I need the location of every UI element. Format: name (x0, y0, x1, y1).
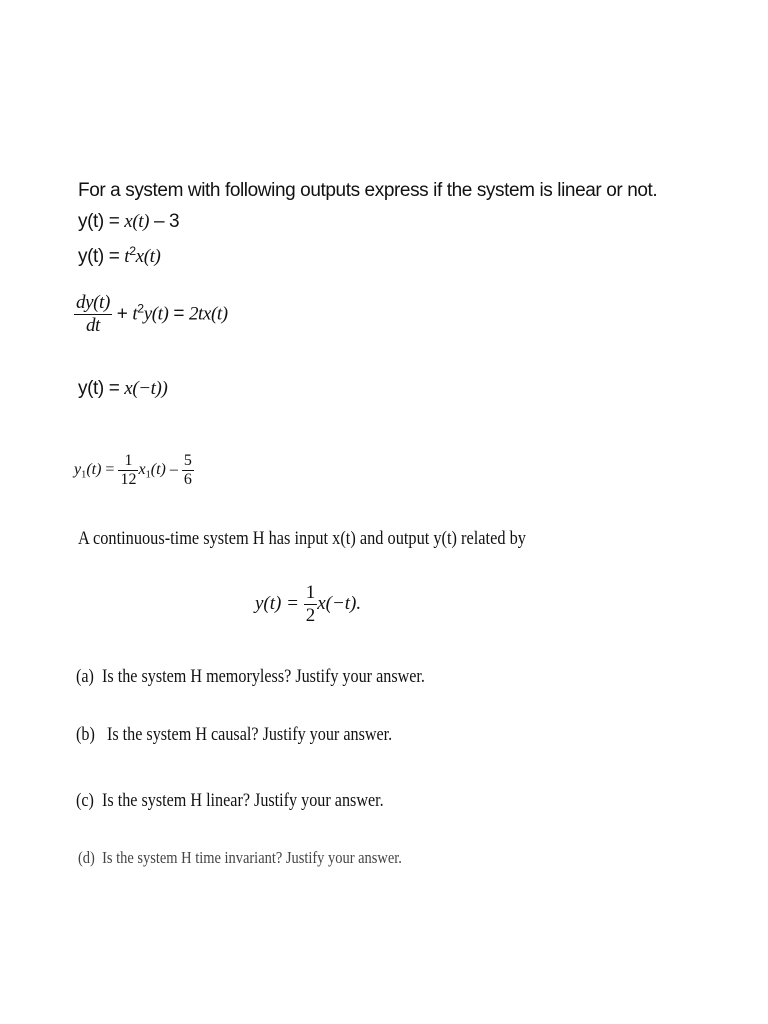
problem-equation (255, 582, 361, 627)
eq5-minus: – (165, 461, 182, 479)
question-d-label: (d) (78, 848, 95, 867)
question-a-text: Is the system H memoryless? Justify your answer. (102, 666, 425, 687)
eq3-equals: = (168, 303, 189, 325)
eq2-exponent: 2 (129, 244, 136, 259)
eq3-fraction (74, 292, 112, 337)
eq5-y: y (74, 461, 82, 479)
eq5-den-2: 6 (183, 471, 192, 488)
equation-2 (78, 246, 160, 268)
eq2-t: t (124, 246, 130, 267)
eq1-lhs: y(t) = (78, 211, 125, 232)
problem-statement: A continuous-time system H has input x(t) and output y(t) related by (78, 528, 526, 549)
eq3-denominator: dt (85, 315, 100, 336)
eq3-rhs: 2tx(t) (188, 303, 228, 325)
eq5-equals: = (101, 461, 119, 479)
problem-eq-den: 2 (305, 605, 316, 626)
problem-eq-lhs: y(t) = (255, 592, 304, 614)
question-b-label: (b) (76, 724, 95, 745)
eq2-rhs-var: x(t) (135, 246, 161, 267)
eq3-yt: y(t) (143, 303, 169, 325)
eq5-fraction-2 (182, 452, 194, 489)
problem-eq-num: 1 (305, 582, 316, 603)
eq5-sub-2: 1 (145, 469, 151, 481)
equation-1 (78, 211, 179, 233)
question-c-label: (c) (76, 790, 94, 811)
question-b-text: Is the system H causal? Justify your answer. (106, 724, 393, 745)
equation-3 (74, 292, 228, 337)
eq1-rhs-var: x(t) (124, 211, 150, 232)
eq5-num-2: 5 (183, 452, 192, 469)
eq3-plus: + (111, 303, 133, 325)
eq5-arg: (t) (86, 461, 102, 479)
equation-4 (78, 378, 167, 400)
question-d-text: Is the system H time invariant? Justify your answer. (102, 848, 402, 867)
equation-5 (74, 452, 194, 489)
eq5-fraction-1 (118, 452, 138, 489)
problem-eq-rhs: x(−t). (317, 592, 362, 614)
question-a-label: (a) (76, 666, 94, 687)
eq4-lhs: y(t) = (78, 378, 125, 399)
eq5-sub-1: 1 (81, 469, 87, 481)
eq2-lhs: y(t) = (78, 246, 125, 267)
question-b (76, 724, 392, 746)
eq3-t: t (132, 303, 138, 325)
question-c (76, 790, 384, 812)
question-d (78, 848, 402, 868)
eq5-x: x (138, 461, 146, 479)
problem-eq-fraction (304, 582, 318, 627)
question-a (76, 666, 425, 688)
eq5-den-1: 12 (120, 471, 137, 488)
intro-text: For a system with following outputs express if the system is linear or not. (78, 180, 658, 201)
eq5-num-1: 1 (124, 452, 133, 469)
eq3-exponent: 2 (137, 301, 144, 316)
eq4-rhs: x(−t)) (124, 378, 168, 399)
question-c-text: Is the system H linear? Justify your answer. (102, 790, 384, 811)
eq5-arg-2: (t) (150, 461, 166, 479)
eq1-rhs-tail: – 3 (149, 211, 180, 232)
eq3-numerator: dy(t) (76, 292, 110, 313)
